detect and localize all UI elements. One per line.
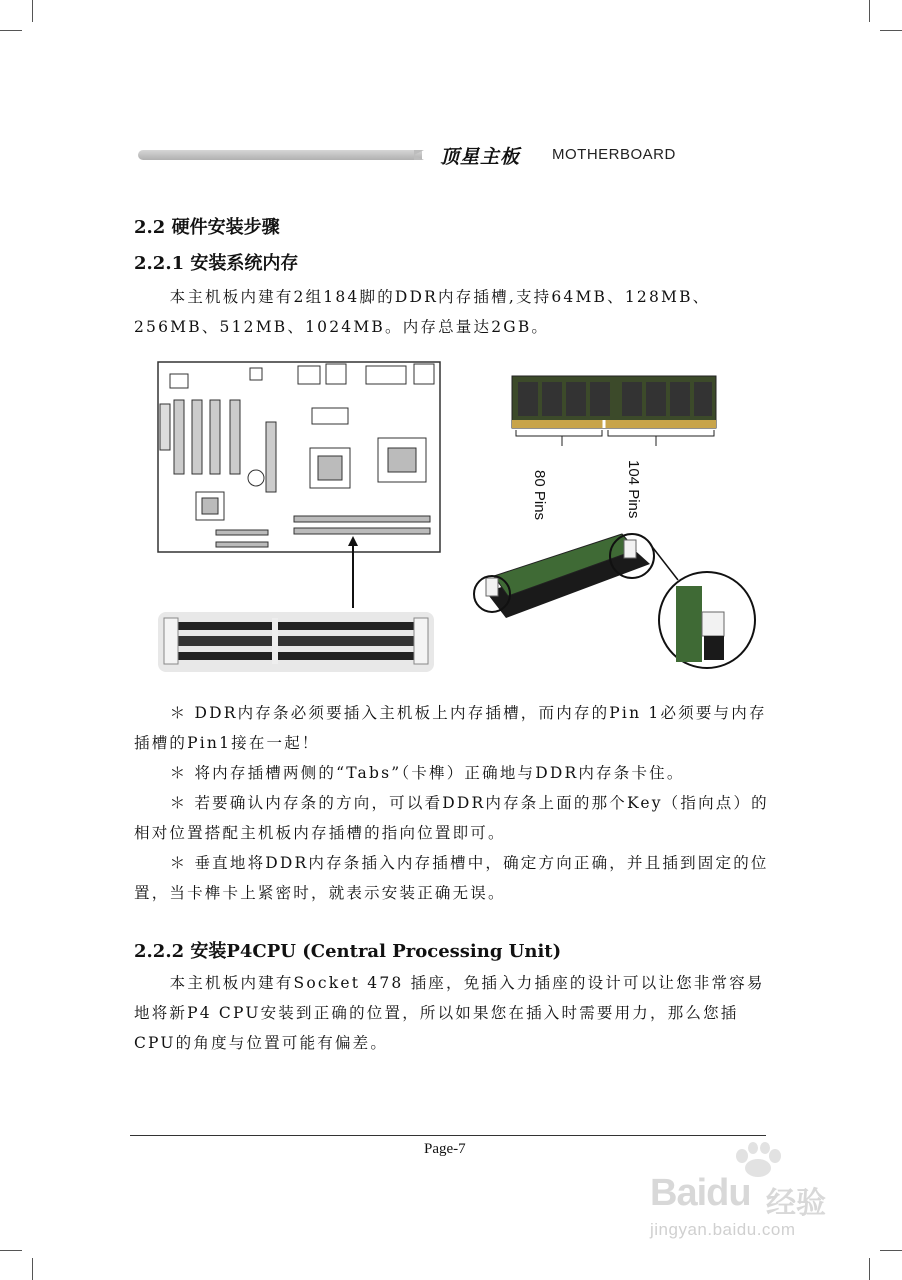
crop-mark [869, 1258, 870, 1280]
crop-mark [0, 30, 22, 31]
cpu-body: 本主机板内建有Socket 478 插座，免插入力插座的设计可以让您非常容易地将新P4 CPU安装到正确的位置，所以如果您在插入时需要用力，那么您插CPU的角度与位置可能有偏差。 [134, 974, 765, 1052]
pins-80-label: 80 Pins [531, 470, 548, 521]
header-bar-tip [414, 150, 424, 160]
page-number: Page-7 [424, 1141, 466, 1157]
crop-mark [880, 30, 902, 31]
dimm-slot-photo [158, 612, 434, 672]
brand-en: MOTHERBOARD [552, 146, 676, 163]
crop-mark [32, 0, 33, 22]
section-title: 2.2 硬件安装步骤 [134, 217, 280, 238]
note-3: ＊ 若要确认内存条的方向，可以看DDR内存条上面的那个Key（指向点）的相对位置搭配主机板内存插槽的指向位置即可。 [134, 794, 769, 842]
watermark-brand: Baidu [650, 1172, 751, 1214]
crop-mark [869, 0, 870, 22]
motherboard-diagram [158, 362, 440, 552]
crop-mark [32, 1258, 33, 1280]
ddr-module-image [512, 376, 716, 446]
subsection-title-memory: 2.2.1 安装系统内存 [134, 253, 299, 274]
memory-installation-figure [130, 350, 780, 690]
crop-mark [0, 1250, 22, 1251]
note-1: ＊ DDR内存条必须要插入主机板上内存插槽，而内存的Pin 1必须要与内存插槽的Pin1接在一起！ [134, 704, 767, 752]
footer-rule [130, 1135, 766, 1136]
watermark-brand-cn: 经验 [766, 1186, 826, 1221]
memory-intro: 本主机板内建有2组184脚的DDR内存插槽,支持64MB、128MB、256MB、512MB、1024MB。内存总量达2GB。 [134, 288, 711, 336]
crop-mark [880, 1250, 902, 1251]
subsection-title-cpu: 2.2.2 安装P4CPU (Central Processing Unit) [134, 941, 562, 962]
brand-cn: 顶星主板 [440, 146, 521, 168]
note-4: ＊ 垂直地将DDR内存条插入内存插槽中，确定方向正确，并且插到固定的位置，当卡榫卡上紧密时，就表示安装正确无误。 [134, 854, 769, 902]
note-2: ＊ 将内存插槽两侧的“Tabs”（卡榫）正确地与DDR内存条卡住。 [169, 764, 685, 782]
watermark-url: jingyan.baidu.com [650, 1220, 796, 1239]
header-bar [138, 150, 422, 160]
module-insertion-image [474, 534, 755, 668]
pins-104-label: 104 Pins [625, 460, 642, 519]
